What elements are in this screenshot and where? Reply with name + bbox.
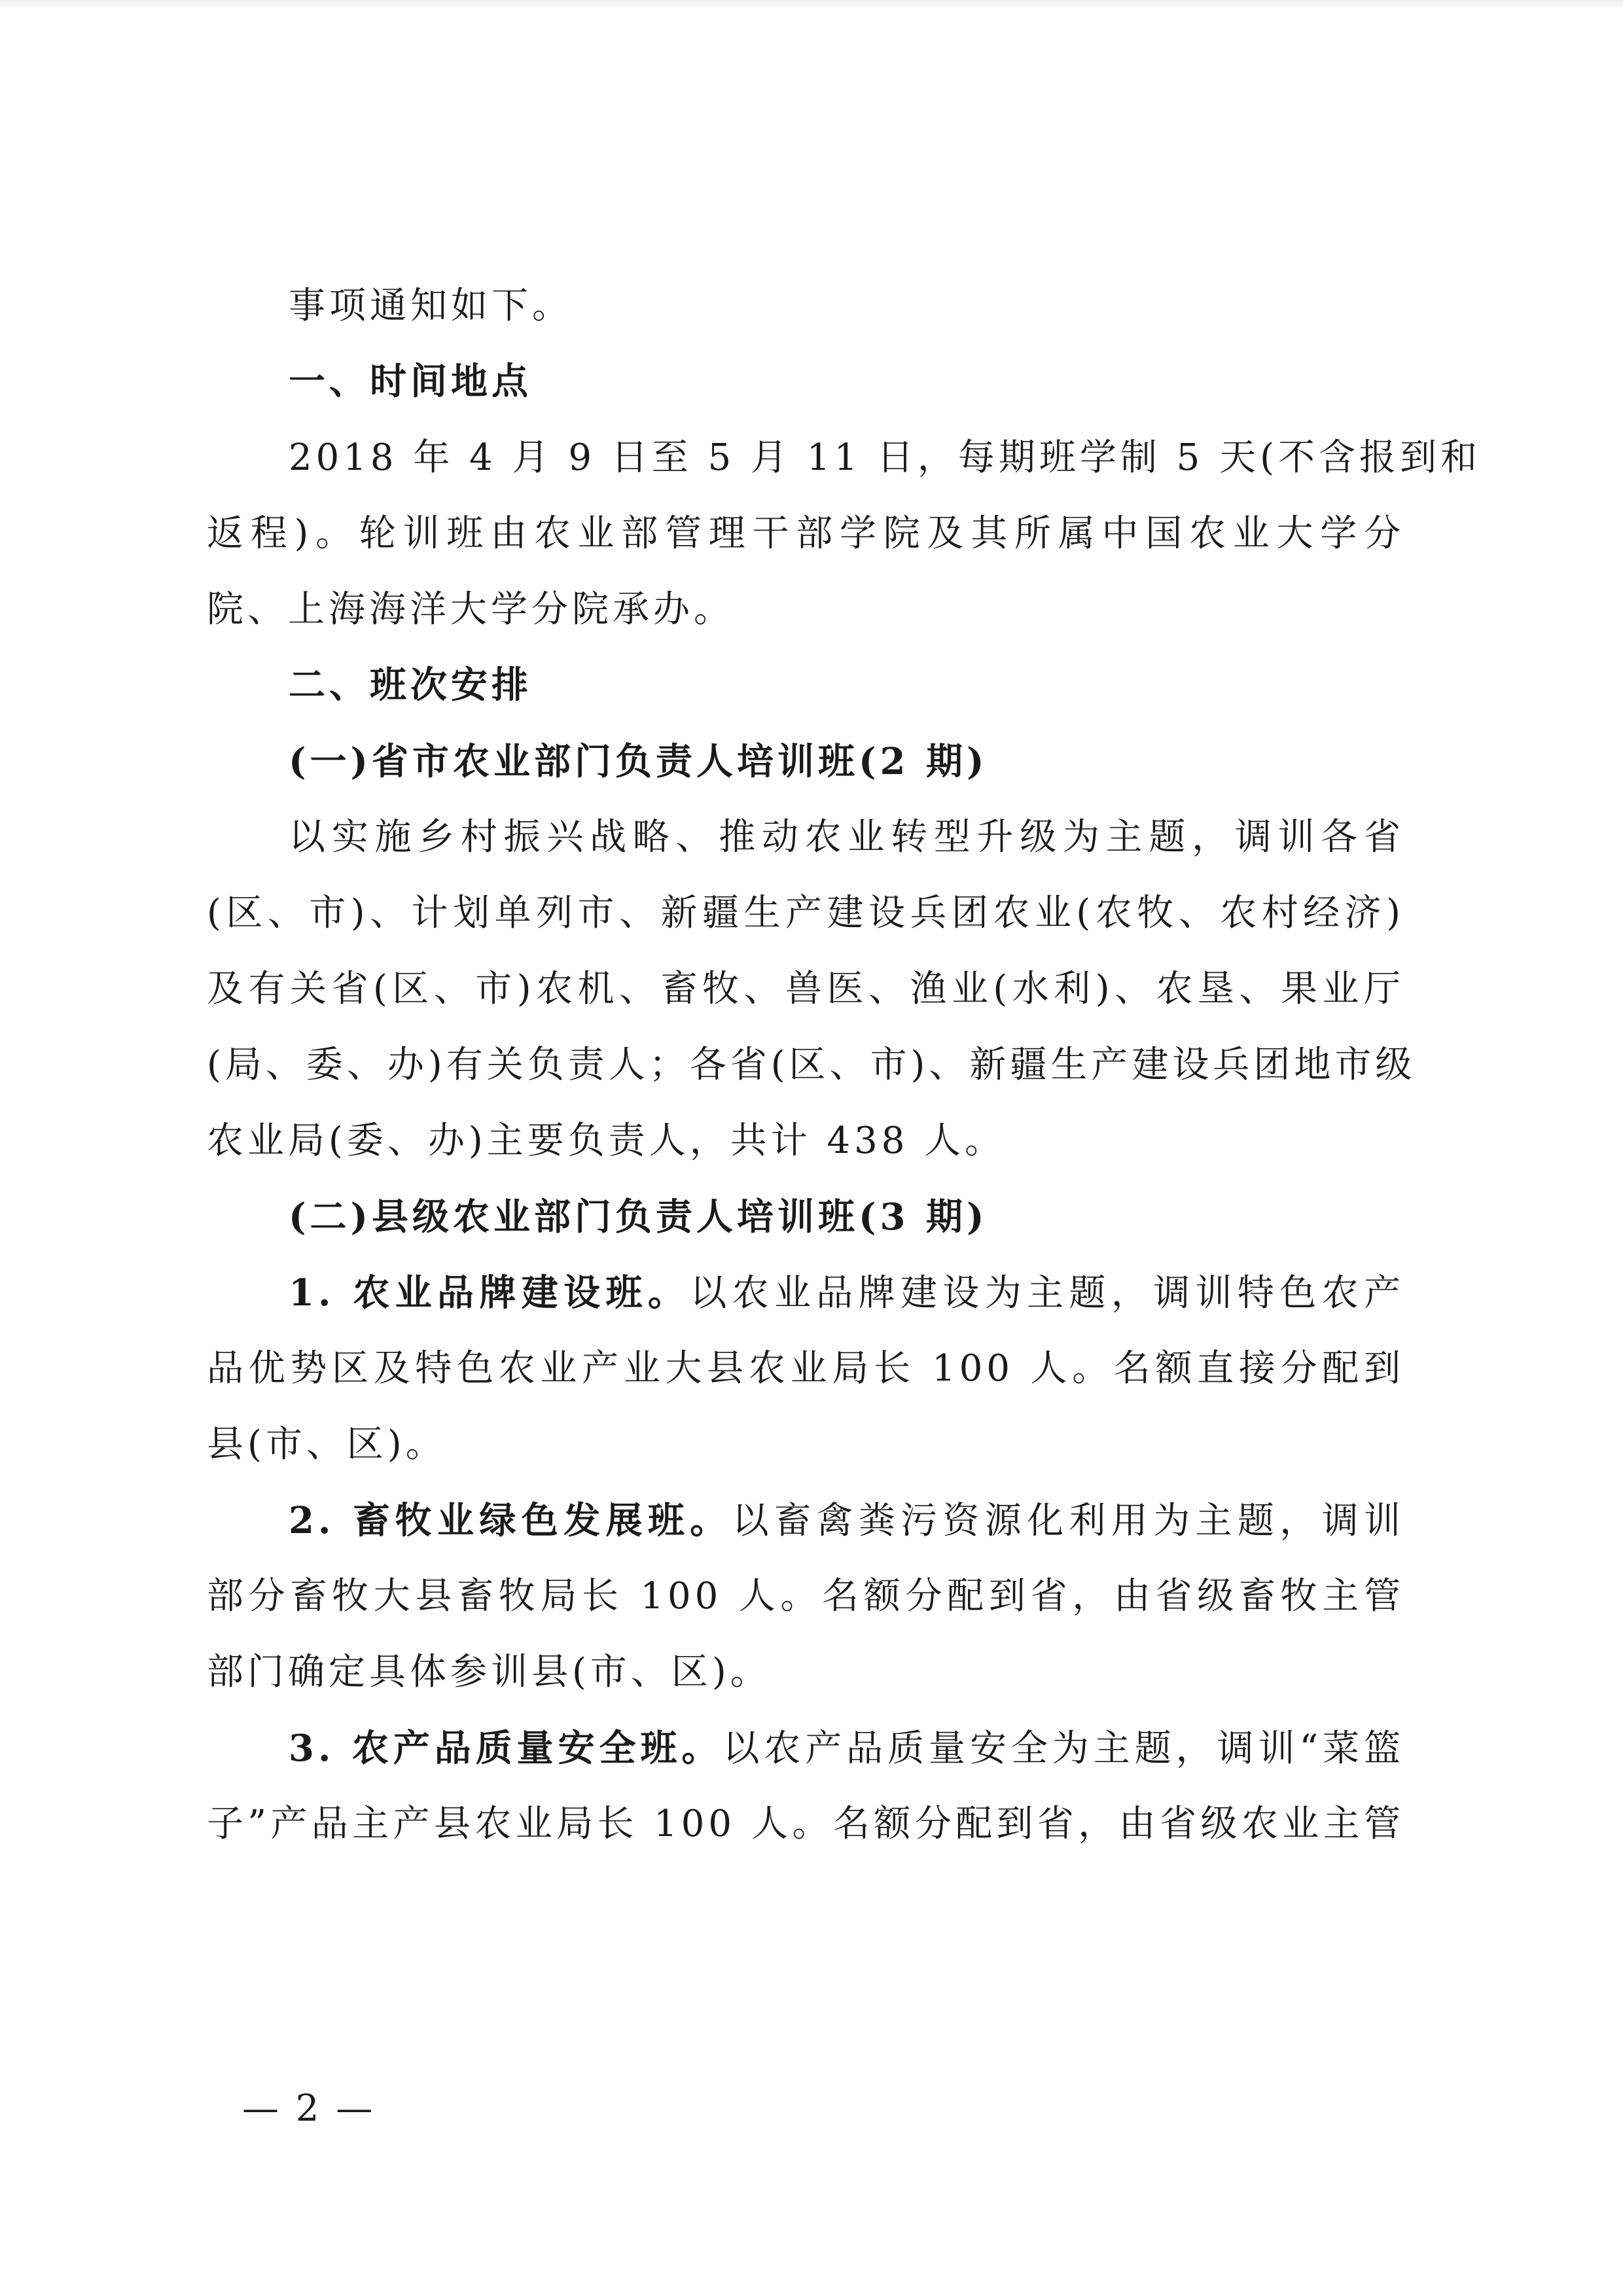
paragraph-brand-line-2: 品优势区及特色农业产业大县农业局长 100 人。名额直接分配到 [207,1347,1404,1390]
paragraph-brand-line-3: 县(市、区)。 [207,1423,446,1466]
section-heading-class-arrangement: 二、班次安排 [289,664,532,707]
paragraph-brand-text: 以农业品牌建设为主题，调训特色农产 [690,1272,1404,1315]
paragraph-quality-text: 以农产品质量安全为主题，调训“菜篮 [722,1727,1404,1770]
page-number: — 2 — [242,2087,376,2130]
paragraph-livestock-text: 以畜禽粪污资源化利用为主题，调训 [732,1500,1404,1542]
paragraph-intro-line-1: 事项通知如下。 [289,285,573,327]
subsection-heading-county: (二)县级农业部门负责人培训班(3 期) [289,1195,988,1239]
paragraph-time-line-2: 返程)。轮训班由农业部管理干部学院及其所属中国农业大学分 [207,512,1404,555]
paragraph-provincial-line-1: 以实施乡村振兴战略、推动农业转型升级为主题，调训各省 [289,816,1404,858]
paragraph-provincial-line-4: (局、委、办)有关负责人；各省(区、市)、新疆生产建设兵团地市级 [207,1044,1416,1086]
paragraph-livestock-line-1 [207,1483,1404,1559]
page-edge-shadow [0,0,1623,9]
paragraph-quality-lead: 3. 农产品质量安全班。 [289,1727,723,1770]
paragraph-time-line-1: 2018 年 4 月 9 日至 5 月 11 日，每期班学制 5 天(不含报到和 [289,436,1481,479]
paragraph-quality-line-1 [207,1710,1404,1786]
paragraph-time-line-3: 院、上海海洋大学分院承办。 [207,588,734,631]
paragraph-livestock-line-3: 部门确定具体参训县(市、区)。 [207,1651,771,1693]
paragraph-provincial-line-2: (区、市)、计划单列市、新疆生产建设兵团农业(农牧、农村经济) [207,892,1404,934]
section-heading-time-location: 一、时间地点 [289,361,532,403]
paragraph-brand-line-1 [207,1255,1404,1331]
paragraph-provincial-line-3: 及有关省(区、市)农机、畜牧、兽医、渔业(水利)、农垦、果业厅 [207,968,1404,1010]
paragraph-brand-lead: 1. 农业品牌建设班。 [289,1271,690,1315]
document-body [207,268,1481,1862]
paragraph-provincial-line-5: 农业局(委、办)主要负责人，共计 438 人。 [207,1120,1006,1162]
paragraph-livestock-line-2: 部分畜牧大县畜牧局长 100 人。名额分配到省，由省级畜牧主管 [207,1575,1404,1617]
subsection-heading-provincial: (一)省市农业部门负责人培训班(2 期) [289,740,988,783]
paragraph-livestock-lead: 2. 畜牧业绿色发展班。 [289,1499,732,1542]
paragraph-quality-line-2: 子”产品主产县农业局长 100 人。名额分配到省，由省级农业主管 [207,1803,1404,1845]
